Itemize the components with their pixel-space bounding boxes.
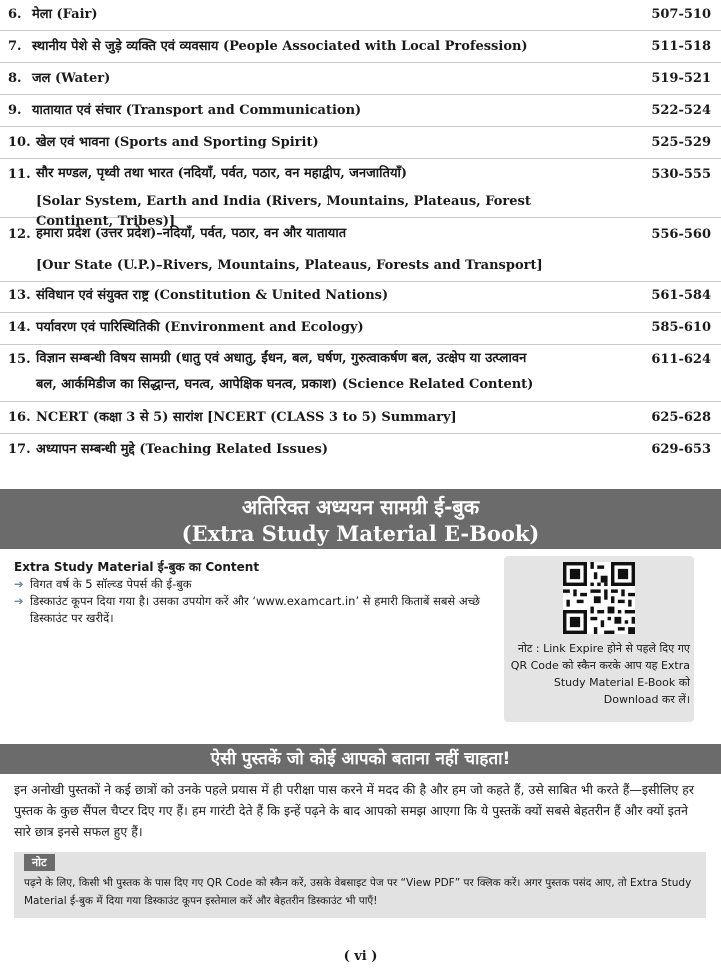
toc-number: 15. [8, 352, 31, 367]
toc-number: 7. [8, 39, 22, 54]
qr-note-text: नोट : Link Expire होने से पहले दिए गए QR Code को स्कैन करके आप यह Extra Study Material E-Book को Download कर लें। [510, 642, 690, 706]
toc-title: संविधान एवं संयुक्त राष्ट्र (Constitution & United Nations) [36, 288, 389, 303]
toc-row [0, 159, 721, 229]
toc-title: खेल एवं भावना (Sports and Sporting Spirit) [36, 135, 319, 150]
toc-title-line: [Solar System, Earth and India (Rivers, Mountains, Plateaus, Forest Continent, Tribes)] [36, 194, 531, 229]
books-banner-title: ऐसी पुस्तकें जो कोई आपको बताना नहीं चाहता! [210, 749, 511, 769]
toc-row [0, 127, 721, 159]
toc-pages: 556-560 [651, 227, 711, 242]
toc-row [0, 218, 721, 282]
toc-title: NCERT (कक्षा 3 से 5) सारांश [NCERT (CLASS 3 to 5) Summary] [36, 410, 457, 425]
banner-hindi-title: अतिरिक्त अध्ययन सामग्री ई-बुक [241, 495, 480, 519]
toc-row [0, 282, 721, 313]
toc-number: 16. [8, 410, 31, 425]
reading-note [14, 852, 706, 918]
banner-english-title: (Extra Study Material E-Book) [181, 521, 540, 546]
toc-pages: 511-518 [651, 39, 711, 54]
toc-pages: 507-510 [651, 7, 711, 22]
extra-material-heading: Extra Study Material ई-बुक का Content [14, 560, 260, 574]
toc-number: 10. [8, 135, 31, 150]
toc-row [0, 0, 721, 31]
toc-row [0, 345, 721, 402]
toc-row [0, 63, 721, 95]
list-item [14, 593, 484, 627]
toc-title: जल (Water) [32, 71, 111, 86]
toc-pages: 629-653 [651, 442, 711, 457]
toc-pages: 525-529 [651, 135, 711, 150]
toc-title-line: [Our State (U.P.)–Rivers, Mountains, Plateaus, Forests and Transport] [36, 258, 543, 273]
note-text: पढ़ने के लिए, किसी भी पुस्तक के पास दिए गए QR Code को स्कैन करें, उसके वेबसाइट पेज पर “View PDF” पर क्लिक करें। अगर पुस्तक पसंद आए, तो Extra Study Material ई-बुक में दिया गया डिस्काउंट कूपन इस्तेमाल करें और बेहतरीन डिस्काउंट भी पाएँ! [24, 877, 692, 907]
qr-code-icon[interactable] [563, 562, 635, 634]
arrow-right-icon: ➔ [14, 577, 24, 591]
toc-row [0, 95, 721, 127]
list-item-text: डिस्काउंट कूपन दिया गया है। उसका उपयोग करें और ‘www.examcart.in’ से हमारी किताबें सबसे अच्छे डिस्काउंट पर खरीदें। [30, 594, 480, 625]
toc-pages: 519-521 [651, 71, 711, 86]
toc-title [36, 224, 601, 276]
toc-title: यातायात एवं संचार (Transport and Communication) [32, 103, 362, 118]
toc-number: 17. [8, 442, 31, 457]
extra-material-banner [0, 489, 721, 549]
toc-title: मेला (Fair) [32, 7, 98, 22]
toc-title: पर्यावरण एवं पारिस्थितिकी (Environment and Ecology) [36, 320, 364, 335]
toc-number: 11. [8, 167, 31, 182]
toc-title: अध्यापन सम्बन्धी मुद्दे (Teaching Related Issues) [36, 442, 329, 457]
toc-title-line: बल, आर्कमिडीज का सिद्धान्त, घनत्व, आपेक्षिक घनत्व, प्रकाश) (Science Related Content) [36, 377, 534, 392]
toc-number: 13. [8, 288, 31, 303]
toc-pages: 585-610 [651, 320, 711, 335]
toc-title: स्थानीय पेशे से जुड़े व्यक्ति एवं व्यवसाय (People Associated with Local Profession) [32, 39, 528, 54]
toc-title [36, 349, 601, 395]
toc-pages: 530-555 [651, 167, 711, 182]
books-banner [0, 744, 721, 774]
toc-row [0, 31, 721, 63]
toc-number: 12. [8, 227, 31, 242]
extra-material-list [14, 576, 484, 627]
toc-title-line: सौर मण्डल, पृथ्वी तथा भारत (नदियाँ, पर्वत, पठार, वन महाद्वीप, जनजातियाँ) [36, 166, 408, 181]
toc-pages: 625-628 [651, 410, 711, 425]
toc-number: 9. [8, 103, 22, 118]
toc-pages: 611-624 [651, 352, 711, 367]
toc-number: 6. [8, 7, 22, 22]
arrow-right-icon: ➔ [14, 594, 24, 608]
toc-title-line: विज्ञान सम्बन्धी विषय सामग्री (धातु एवं अधातु, ईंधन, बल, घर्षण, गुरुत्वाकर्षण बल, उत्क्षेप या उत्प्लावन [36, 351, 527, 366]
page-number: ( vi ) [343, 949, 378, 964]
toc-number: 8. [8, 71, 22, 86]
list-item [14, 576, 484, 593]
toc-row [0, 313, 721, 345]
note-tag: नोट [24, 854, 55, 871]
toc-pages: 522-524 [651, 103, 711, 118]
toc-row [0, 434, 721, 466]
toc-title-line: हमारा प्रदेश (उत्तर प्रदेश)–नदियाँ, पर्वत, पठार, वन और यातायात [36, 226, 347, 241]
list-item-text: विगत वर्ष के 5 सॉल्व्ड पेपर्स की ई-बुक [30, 577, 192, 591]
toc-number: 14. [8, 320, 31, 335]
books-paragraph: इन अनोखी पुस्तकों ने कई छात्रों को उनके पहले प्रयास में ही परीक्षा पास करने में मदद की है और हम जो कहते हैं, उसे साबित भी करते हैं—इसीलिए हर पुस्तक के कुछ सैंपल चैप्टर दिए गए हैं। हम गारंटी देते हैं कि इन्हें पढ़ने के बाद आपको समझ आएगा कि ये पुस्तकें क्यों सबसे बेहतरीन हैं और क्यों इतने सारे छात्र इनसे सफल हुए हैं। [14, 782, 695, 839]
toc-pages: 561-584 [651, 288, 711, 303]
toc-row [0, 402, 721, 434]
